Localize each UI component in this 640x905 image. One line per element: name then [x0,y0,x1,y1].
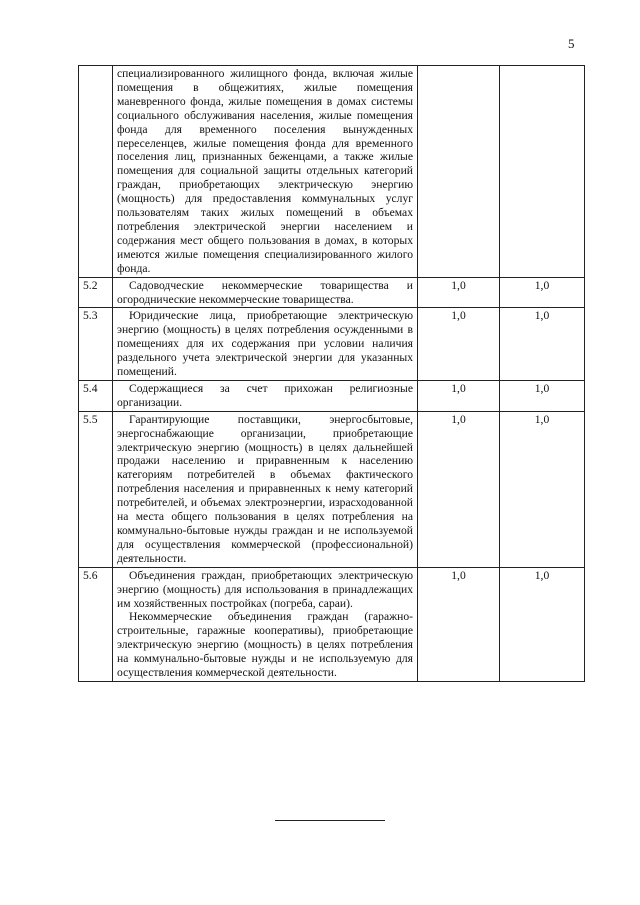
row-description [113,411,418,567]
tariff-table [78,65,585,682]
table-body [79,66,585,682]
row-number: 5.3 [79,308,113,381]
description-paragraph: Содержащиеся за счет прихожан религиозные организации. [117,381,413,409]
row-coefficient-1: 1,0 [418,308,500,381]
row-description [113,66,418,278]
description-paragraph: Юридические лица, приобретающие электрическую энергию (мощность) в целях потребления осужденными в помещениях для их содержания при условии наличия раздельного учета электрической энергии для указанных помещений. [117,309,413,379]
table-row [79,308,585,381]
row-description [113,308,418,381]
description-paragraph: Объединения граждан, приобретающих электрическую энергию (мощность) для использования в принадлежащих им хозяйственных постройках (погреба, сараи). [117,568,413,610]
row-coefficient-1: 1,0 [418,277,500,308]
row-description [113,277,418,308]
description-paragraph: Садоводческие некоммерческие товарищества и огороднические некоммерческие товарищества. [117,278,413,306]
row-coefficient-1: 1,0 [418,411,500,567]
row-coefficient-2: 1,0 [500,277,585,308]
row-number: 5.2 [79,277,113,308]
row-coefficient-2 [500,66,585,278]
row-coefficient-1 [418,66,500,278]
table-row [79,411,585,567]
table-row [79,277,585,308]
row-number: 5.5 [79,411,113,567]
page-number: 5 [568,36,575,51]
description-paragraph: Некоммерческие объединения граждан (гаражно-строительные, гаражные кооперативы), приобретающие электрическую энергию (мощность) в целях потребления на коммунально-бытовые нужды и не используемую для осуществления коммерческой деятельности. [117,610,413,680]
row-coefficient-2: 1,0 [500,567,585,681]
description-paragraph: специализированного жилищного фонда, включая жилые помещения в общежитиях, жилые помещения маневренного фонда, жилые помещения в домах системы социального обслуживания населения, жилые помещения фонда для временного поселения вынужденных переселенцев, жилые помещения фонда для временного поселения лиц, признанных беженцами, а также жилые помещения для социальной защиты отдельных категорий граждан, приобретающих электрическую энергию (мощность) для предоставления коммунальных услуг пользователям таких жилых помещений в объемах потребления электрической энергии населением и содержания мест общего пользования в домах, в которых имеются жилые помещения специализированного жилого фонда. [117,67,413,275]
row-description [113,567,418,681]
row-coefficient-2: 1,0 [500,308,585,381]
row-coefficient-2: 1,0 [500,380,585,411]
row-number [79,66,113,278]
row-coefficient-1: 1,0 [418,567,500,681]
row-coefficient-2: 1,0 [500,411,585,567]
row-coefficient-1: 1,0 [418,380,500,411]
row-number: 5.6 [79,567,113,681]
row-number: 5.4 [79,380,113,411]
table-row [79,567,585,681]
table-row [79,380,585,411]
table-row [79,66,585,278]
footnote-separator-line [275,820,385,821]
description-paragraph: Гарантирующие поставщики, энергосбытовые, энергоснабжающие организации, приобретающие электрическую энергию (мощность) в целях дальнейшей продажи населению и приравненным к населению категориям потребителей в объемах фактического потребления населения и приравненных к нему категорий потребителей, и объемах электроэнергии, израсходованной на места общего пользования в целях потребления на коммунально-бытовые нужды граждан и не используемой для осуществления коммерческой (профессиональной) деятельности. [117,412,413,565]
row-description [113,380,418,411]
